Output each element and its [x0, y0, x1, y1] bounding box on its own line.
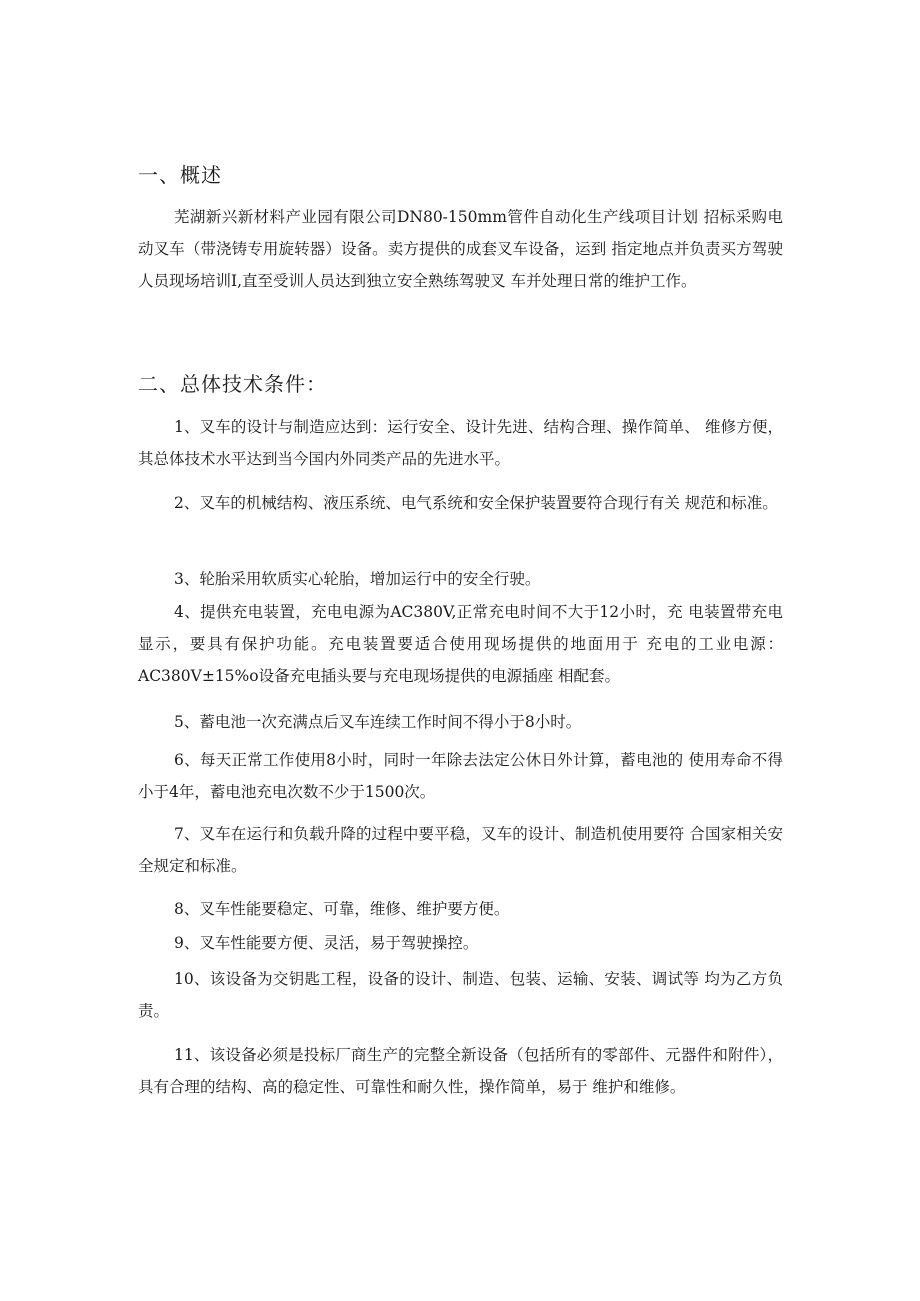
- clause-2: 2、叉车的机械结构、液压系统、电气系统和安全保护装置要符合现行有关 规范和标准。: [174, 494, 778, 512]
- clause-1: 1、叉车的设计与制造应达到：运行安全、设计先进、结构合理、操作简单、 维修方便，其总体技术水平达到当今国内外同类产品的先进水平。: [138, 418, 783, 468]
- section-heading-technical-conditions: 二、总体技术条件：: [138, 372, 327, 396]
- section-heading-overview: 一、概述: [138, 163, 222, 187]
- clause-11: 11、该设备必须是投标厂商生产的完整全新设备（包括所有的零部件、元器件和附件），具有合理的结构、高的稳定性、可靠性和耐久性，操作简单，易于 维护和维修。: [138, 1046, 783, 1096]
- clause-8: 8、叉车性能要稳定、可靠，维修、维护要方便。: [174, 900, 510, 918]
- overview-paragraph: 芜湖新兴新材料产业园有限公司DN80-150mm管件自动化生产线项目计划 招标采购电动叉车（带浇铸专用旋转器）设备。卖方提供的成套叉车设备，运到 指定地点并负责买方驾驶人员现场培训I,直至受训人员达到独立安全熟练驾驶叉 车并处理日常的维护工作。: [138, 208, 783, 290]
- clause-4: 4、提供充电装置，充电电源为AC380V,正常充电时间不大于12小时，充 电装置带充电显示，要具有保护功能。充电装置要适合使用现场提供的地面用于 充电的工业电源：AC380V±15%o设备充电插头要与充电现场提供的电源插座 相配套。: [138, 603, 783, 685]
- clause-9: 9、叉车性能要方便、灵活，易于驾驶操控。: [174, 934, 479, 952]
- clause-10: 10、该设备为交钥匙工程，设备的设计、制造、包装、运输、安装、调试等 均为乙方负责。: [138, 970, 783, 1020]
- clause-7: 7、叉车在运行和负载升降的过程中要平稳，叉车的设计、制造机使用要符 合国家相关安全规定和标准。: [138, 825, 783, 875]
- clause-6: 6、每天正常工作使用8小时，同时一年除去法定公休日外计算，蓄电池的 使用寿命不得小于4年，蓄电池充电次数不少于1500次。: [138, 751, 783, 801]
- clause-3: 3、轮胎采用软质实心轮胎，增加运行中的安全行驶。: [174, 570, 541, 588]
- clause-5: 5、蓄电池一次充满点后叉车连续工作时间不得小于8小时。: [174, 713, 582, 731]
